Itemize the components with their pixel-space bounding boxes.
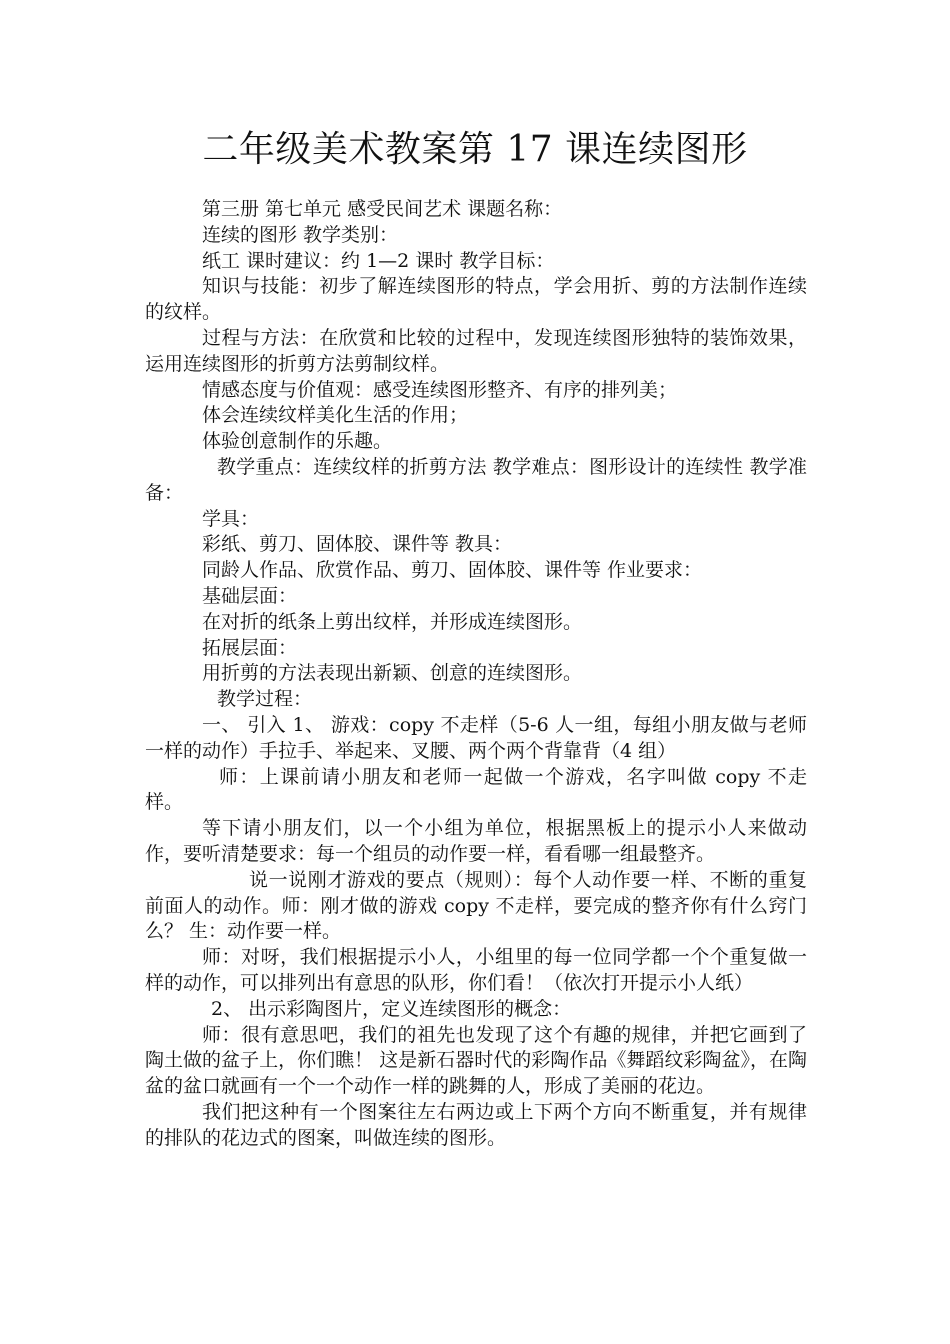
paragraph-teacher-tools: 同龄人作品、欣赏作品、剪刀、固体胶、课件等 作业要求：	[202, 559, 703, 582]
paragraph-student-tools: 彩纸、剪刀、固体胶、课件等 教具：	[202, 533, 513, 556]
paragraph-experience-beauty: 体会连续纹样美化生活的作用；	[202, 404, 469, 427]
document-title: 二年级美术教案第 17 课连续图形	[202, 129, 748, 170]
paragraph-extended-level-label: 拓展层面：	[202, 636, 298, 659]
paragraph-pottery-section: 2、 出示彩陶图片，定义连续图形的概念：	[211, 997, 572, 1020]
document-body	[145, 197, 807, 1151]
paragraph-emotion-values: 情感态度与价值观：感受连续图形整齐、有序的排列美；	[202, 378, 678, 401]
paragraph-pottery-description: 师：很有意思吧，我们的祖先也发现了这个有趣的规律，并把它画到了陶土做的盆子上，你们瞧！ 这是新石器时代的彩陶作品《舞蹈纹彩陶盆》，在陶盆的盆口就画有一个一个动作一样的跳舞的人，形成了美丽的花边。	[145, 1023, 807, 1098]
paragraph-intro-game: 一、 引入 1、 游戏：copy 不走样（5-6 人一组，每组小朋友做与老师一样的动作）手拉手、举起来、叉腰、两个两个背靠背（4 组）	[145, 713, 807, 762]
paragraph-definition: 我们把这种有一个图案往左右两边或上下两个方向不断重复，并有规律的排队的花边式的图案，叫做连续的图形。	[145, 1100, 807, 1149]
paragraph-lesson-name: 连续的图形 教学类别：	[202, 223, 399, 246]
paragraph-group-instructions: 等下请小朋友们，以一个小组为单位，根据黑板上的提示小人来做动作，要听清楚要求：每一个组员的动作要一样，看看哪一组最整齐。	[145, 817, 807, 865]
paragraph-process-method: 过程与方法：在欣赏和比较的过程中，发现连续图形独特的装饰效果，运用连续图形的折剪方法剪制纹样。	[145, 326, 807, 375]
paragraph-extended-level: 用折剪的方法表现出新颖、创意的连续图形。	[202, 662, 583, 685]
paragraph-class-hours: 纸工 课时建议：约 1—2 课时 教学目标：	[202, 249, 555, 272]
paragraph-teaching-process: 教学过程：	[217, 688, 313, 711]
paragraph-teacher-formation: 师：对呀，我们根据提示小人，小组里的每一位同学都一个个重复做一样的动作，可以排列出有意思的队形，你们看！（依次打开提示小人纸）	[145, 946, 807, 994]
paragraph-game-rules: 说一说刚才游戏的要点（规则）：每个人动作要一样、不断的重复前面人的动作。师：刚才做的游戏 copy 不走样，要完成的整齐你有什么窍门么？ 生：动作要一样。	[145, 868, 807, 943]
paragraph-basic-level: 在对折的纸条上剪出纹样，并形成连续图形。	[202, 610, 583, 633]
paragraph-knowledge-skills: 知识与技能：初步了解连续图形的特点，学会用折、剪的方法制作连续的纹样。	[145, 275, 807, 324]
paragraph-student-tools-label: 学具：	[202, 507, 260, 530]
paragraph-teacher-game: 师：上课前请小朋友和老师一起做一个游戏，名字叫做 copy 不走样。	[145, 765, 807, 814]
paragraph-volume-unit: 第三册 第七单元 感受民间艺术 课题名称：	[202, 198, 563, 220]
paragraph-basic-level-label: 基础层面：	[202, 584, 298, 607]
paragraph-key-difficult-points: 教学重点：连续纹样的折剪方法 教学难点：图形设计的连续性 教学准备：	[145, 455, 807, 504]
paragraph-experience-creation: 体验创意制作的乐趣。	[202, 430, 393, 453]
